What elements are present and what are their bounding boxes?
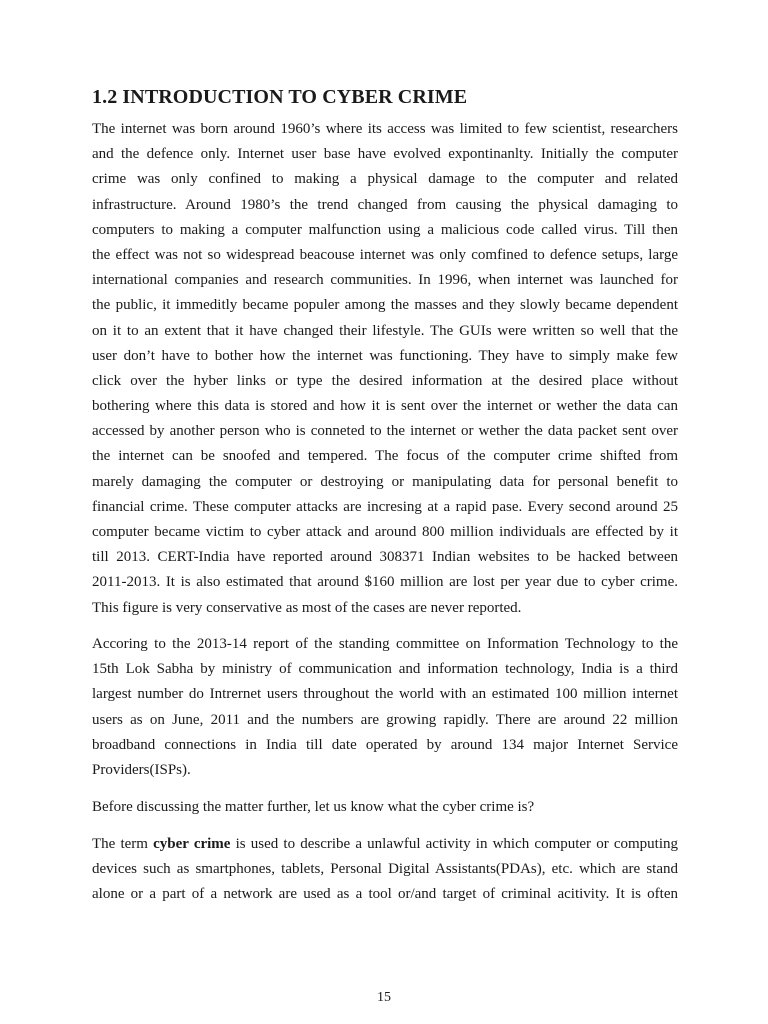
text-line: the effect was not so widespread beacouse internet was only comfined to defence setups, large bbox=[92, 246, 678, 263]
text-line: on it to an extent that it have changed their lifestyle. The GUIs were written so well that the bbox=[92, 322, 678, 339]
text-line: largest number do Intrernet users throughout the world with an estimated 100 million internet bbox=[92, 686, 678, 703]
text-line: Providers(ISPs). bbox=[92, 761, 191, 778]
text-line bbox=[92, 832, 678, 857]
text-line: infrastructure. Around 1980’s the trend changed from causing the physical damaging to bbox=[92, 196, 678, 213]
text-line: bothering where this data is stored and how it is sent over the internet or wether the data can bbox=[92, 398, 678, 415]
text-line: accessed by another person who is conneted to the internet or wether the data packet sent over bbox=[92, 423, 678, 440]
paragraph-transition-question bbox=[92, 795, 678, 820]
text-line: alone or a part of a network are used as a tool or/and target of criminal acitivity. It is often bbox=[92, 886, 678, 903]
text-line: the internet can be snoofed and tempered. The focus of the computer crime shifted from bbox=[92, 448, 678, 465]
text-line: devices such as smartphones, tablets, Personal Digital Assistants(PDAs), etc. which are stand bbox=[92, 861, 678, 878]
text-line: The internet was born around 1960’s where its access was limited to few scientist, researchers bbox=[92, 121, 678, 137]
text-line: marely damaging the computer or destroying or manipulating data for personal benefit to bbox=[92, 473, 678, 490]
text-fragment: is used to describe a unlawful activity in which computer or computing bbox=[230, 836, 678, 852]
text-line: Accoring to the 2013-14 report of the standing committee on Information Technology to the bbox=[92, 636, 678, 652]
text-line: and the defence only. Internet user base have evolved expontinanlty. Initially the computer bbox=[92, 146, 678, 163]
text-line: the public, it immeditly became populer among the masses and they slowly became dependent bbox=[92, 297, 678, 314]
text-line: computers to making a computer malfunction using a malicious code called virus. Till then bbox=[92, 221, 678, 238]
section-heading: 1.2 INTRODUCTION TO CYBER CRIME bbox=[92, 86, 468, 108]
text-line: click over the hyber links or type the desired information at the desired place without bbox=[92, 372, 678, 389]
text-line: This figure is very conservative as most of the cases are never reported. bbox=[92, 599, 522, 616]
text-line: 2011-2013. It is also estimated that around $160 million are lost per year due to cyber crime. bbox=[92, 574, 678, 591]
paragraph-cyber-crime-definition bbox=[92, 832, 678, 908]
text-line: financial crime. These computer attacks are incresing at a rapid pase. Every second around 25 bbox=[92, 498, 678, 515]
text-line: computer became victim to cyber attack and around 800 million individuals are effected by it bbox=[92, 524, 678, 540]
text-fragment: The term bbox=[92, 836, 154, 852]
paragraph-standing-committee-report bbox=[92, 632, 678, 783]
text-line: users as on June, 2011 and the numbers are growing rapidly. There are around 22 million bbox=[92, 711, 678, 728]
text-line: Before discussing the matter further, let us know what the cyber crime is? bbox=[92, 799, 535, 815]
text-line: broadband connections in India till date operated by around 134 major Internet Service bbox=[92, 736, 678, 753]
page-number: 15 bbox=[377, 990, 391, 1005]
text-line: crime was only confined to making a physical damage to the computer and related bbox=[92, 171, 678, 188]
text-line: user don’t have to bother how the internet was functioning. They have to simply make few bbox=[92, 347, 678, 364]
text-line: 15th Lok Sabha by ministry of communication and information technology, India is a third bbox=[92, 661, 678, 678]
defined-term: cyber crime bbox=[153, 836, 231, 852]
text-line: till 2013. CERT-India have reported around 308371 Indian websites to be hacked between bbox=[92, 549, 678, 566]
paragraph-internet-history bbox=[92, 117, 678, 621]
text-line: international companies and research communities. In 1996, when internet was launched for bbox=[92, 272, 678, 289]
